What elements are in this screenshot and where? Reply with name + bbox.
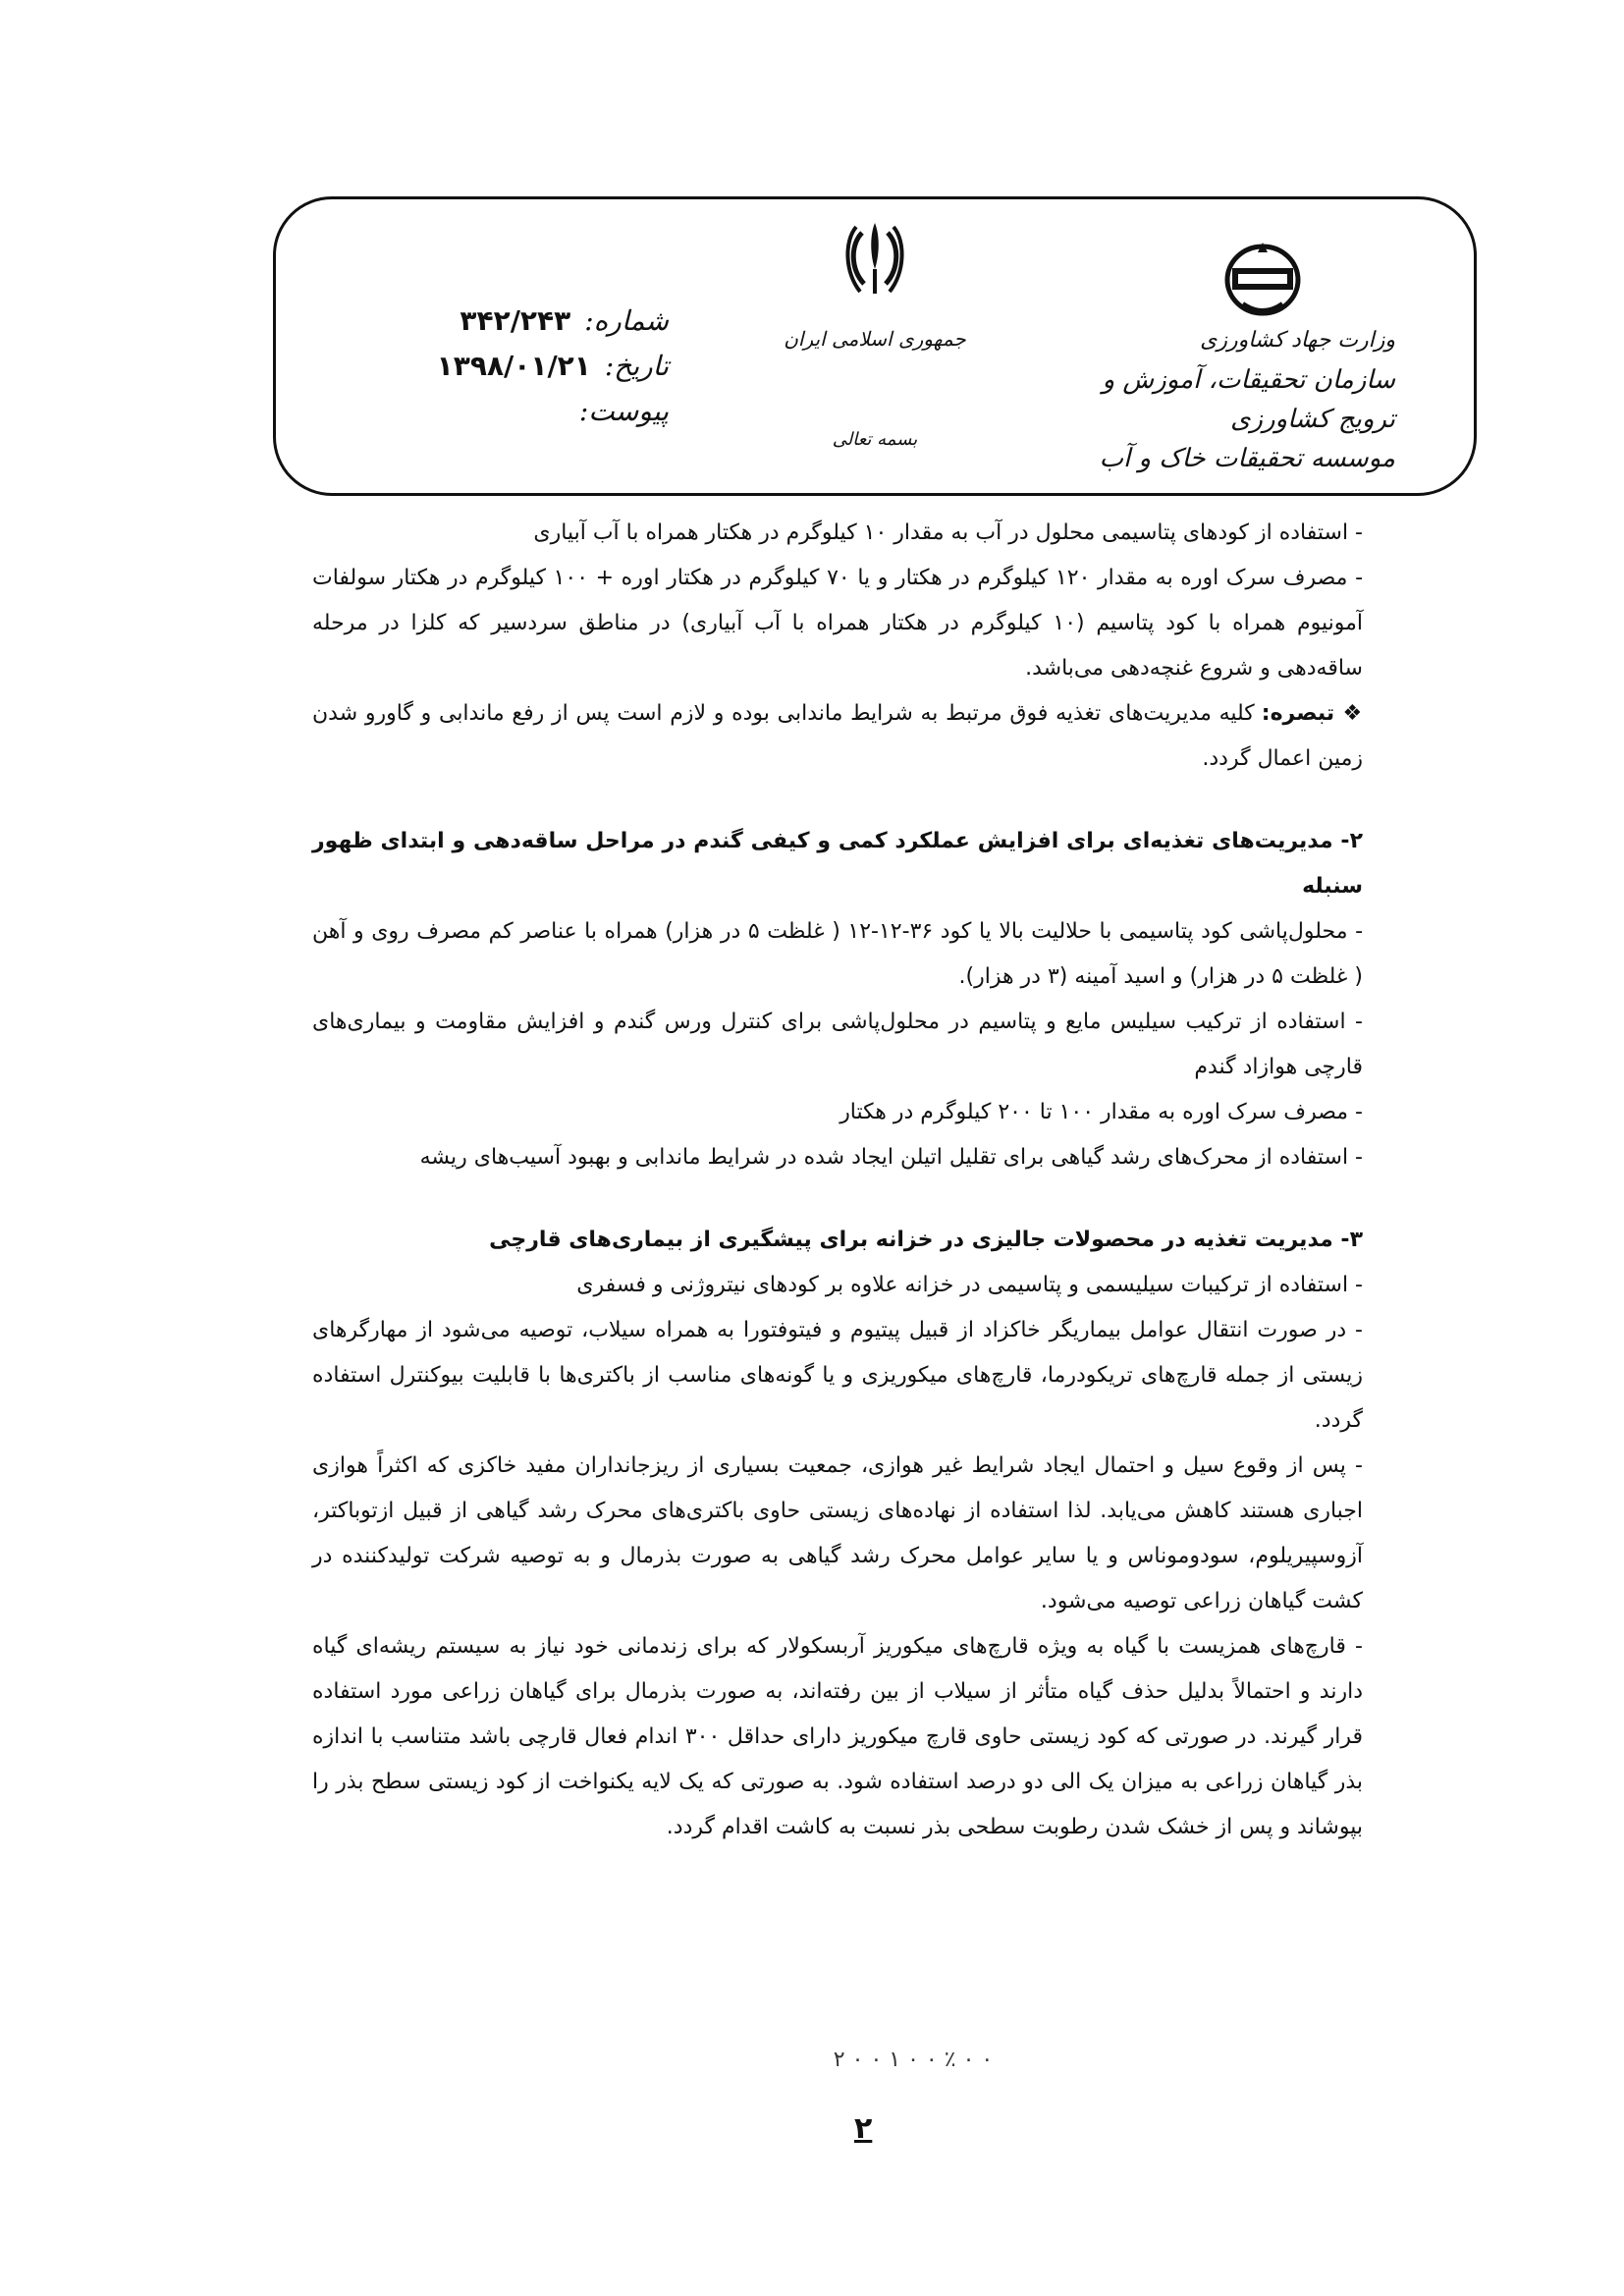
- paragraph: - استفاده از کودهای پتاسیمی محلول در آب به مقدار ۱۰ کیلوگرم در هکتار همراه با آب آبیاری: [533, 520, 1363, 545]
- page-number: ۲: [854, 2111, 873, 2146]
- bismillah: بسمه تعالی: [832, 429, 918, 450]
- letter-number: ۳۴۲/۲۴۳: [460, 303, 571, 337]
- list-item: - استفاده از ترکیب سیلیس مایع و پتاسیم در محلول‌پاشی برای کنترل ورس گندم و افزایش مقاومت و بیماری‌های قارچی هوازاد گندم: [312, 1010, 1363, 1079]
- note-paragraph: [312, 691, 1363, 782]
- institute-name: موسسه تحقیقات خاک و آب: [1099, 444, 1395, 473]
- list-item: - قارچ‌های همزیست با گیاه به ویژه قارچ‌های میکوریز آربسکولار که برای زندمانی خود نیاز به سیستم ریشه‌ای گیاه دارند و احتمالاً بدلیل حذف گیاه متأثر از سیلاب از بین رفته‌اند، به صورت بذرمال برای گیاهان زراعی مورد استفاده قرار گیرند. در صورتی که کود زیستی حاوی قارچ میکوریز دارای حداقل ۳۰۰ اندام فعال قارچی باشد متناسب با اندازه بذر گیاهان زراعی به میزان یک الی دو درصد استفاده شود. به صورتی که یک لایه یکنواخت از کود زیستی سطح بذر را بپوشاند و پس از خشک شدن رطوبت سطحی بذر نسبت به کاشت اقدام گردد.: [312, 1634, 1363, 1839]
- letter-date-row: [335, 343, 669, 388]
- ministry-name: وزارت جهاد کشاورزی: [1200, 328, 1395, 353]
- letter-date-label: تاریخ:: [604, 349, 669, 382]
- section-heading-3: ۳- مدیریت تغذیه در محصولات جالیزی در خزانه برای پیشگیری از بیماری‌های قارچی: [489, 1228, 1363, 1252]
- list-item: - استفاده از ترکیبات سیلیسمی و پتاسیمی در خزانه علاوه بر کودهای نیتروژنی و فسفری: [576, 1273, 1363, 1297]
- letterhead: [273, 196, 1477, 496]
- letter-number-label: شماره:: [584, 303, 669, 337]
- list-item: - محلول‌پاشی کود پتاسیمی با حلالیت بالا یا کود ۳۶-۱۲-۱۲ ( غلظت ۵ در هزار) همراه با عناصر کم مصرف روی و آهن ( غلظت ۵ در هزار) و اسید آمینه (۳ در هزار).: [312, 919, 1364, 989]
- organization-name: سازمان تحقیقات، آموزش و ترویج کشاورزی: [1102, 365, 1395, 434]
- list-item: - استفاده از محرک‌های رشد گیاهی برای تقلیل اتیلن ایجاد شده در شرایط ماندابی و بهبود آسیب‌های ریشه: [419, 1145, 1363, 1170]
- document-body: [312, 511, 1363, 1850]
- letter-attachment-row: [335, 388, 669, 433]
- republic-title: جمهوری اسلامی ایران: [784, 327, 966, 351]
- iran-emblem-icon: [840, 215, 909, 303]
- republic-block: [767, 215, 983, 450]
- list-item: - مصرف سرک اوره به مقدار ۱۰۰ تا ۲۰۰ کیلوگرم در هکتار: [839, 1100, 1363, 1124]
- section-heading-2: ۲- مدیریت‌های تغذیه‌ای برای افزایش عملکرد کمی و کیفی گندم در مراحل ساقه‌دهی و ابتدای ظهور سنبله: [312, 829, 1363, 899]
- letter-date: ۱۳۹۸/۰۱/۲۱: [436, 349, 591, 382]
- ministry-block: [1081, 239, 1395, 478]
- list-item: - پس از وقوع سیل و احتمال ایجاد شرایط غیر هوازی، جمعیت بسیاری از ریزجانداران مفید خاکزی که اکثراً هوازی اجباری هستند کاهش می‌یابد. لذا استفاده از نهاده‌های زیستی حاوی باکتری‌های محرک رشد گیاهی از قبیل ازتوباکتر، آزوسپیریلوم، سودوموناس و یا سایر عوامل محرک رشد گیاهی به صورت بذرمال و به توصیه شرکت تولیدکننده در کشت گیاهان زراعی توصیه می‌شود.: [312, 1453, 1363, 1613]
- letter-number-row: [335, 298, 669, 343]
- paragraph: - مصرف سرک اوره به مقدار ۱۲۰ کیلوگرم در هکتار و یا ۷۰ کیلوگرم در هکتار اوره + ۱۰۰ کیلوگرم در هکتار سولفات آمونیوم همراه با کود پتاسیم (۱۰ کیلوگرم در هکتار همراه با آب آبیاری) در مناطق سردسیر که کلزا در مرحله ساقه‌دهی و شروع غنچه‌دهی می‌باشد.: [312, 566, 1364, 681]
- note-text: کلیه مدیریت‌های تغذیه فوق مرتبط به شرایط ماندابی بوده و لازم است پس از رفع ماندابی و گاورو شدن زمین اعمال گردد.: [312, 701, 1363, 771]
- note-label: ❖ تبصره:: [1261, 701, 1363, 726]
- footer-marks: ٠ ٠ ٪ ٠ ٠ ١ ٠ ٠ ٢: [833, 2048, 994, 2072]
- jihad-logo-icon: [1218, 239, 1307, 317]
- letter-attachment-label: پیوست:: [578, 394, 669, 427]
- letter-meta: [335, 298, 669, 433]
- list-item: - در صورت انتقال عوامل بیماریگر خاکزاد از قبیل پیتیوم و فیتوفتورا به همراه سیلاب، توصیه می‌شود از مهارگرهای زیستی از جمله قارچ‌های تریکودرما، قارچ‌های میکوریزی و یا گونه‌های مناسب از باکتری‌ها با قابلیت بیوکنترل استفاده گردد.: [312, 1318, 1363, 1433]
